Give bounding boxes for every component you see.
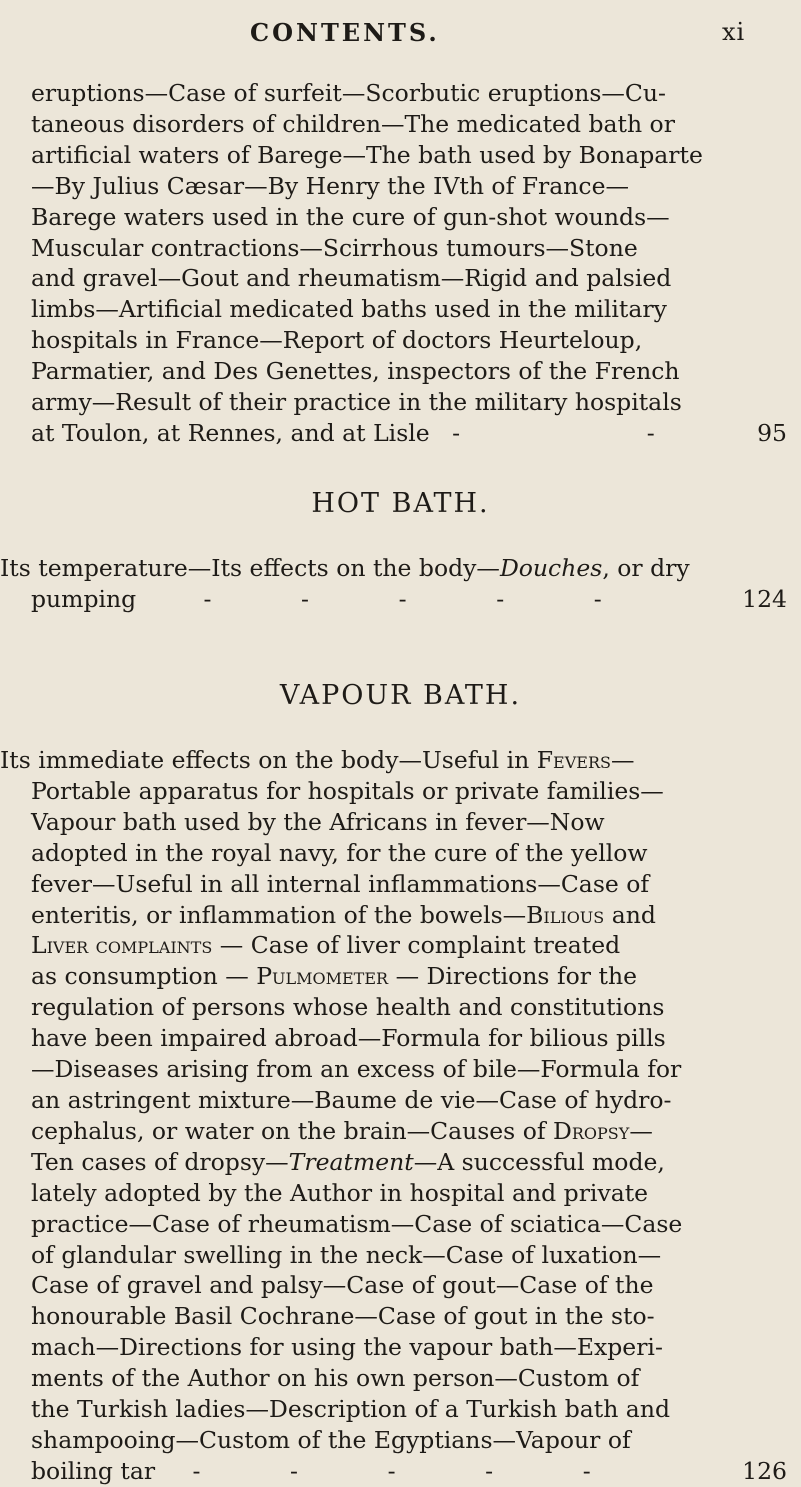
text-line: of glandular swelling in the neck—Case of luxation— [31,1240,662,1269]
last-line-text: pumping [31,584,137,613]
text-run: — [629,1116,653,1145]
text-line: Barege waters used in the cure of gun-shot wounds— [31,202,670,231]
text-line: hospitals in France—Report of doctors Heurteloup, [31,326,643,355]
contents-entry-barege [31,78,787,449]
text-line: adopted in the royal navy, for the cure of the yellow [31,838,648,867]
text-run: Its immediate effects on the body—Useful in [0,746,537,774]
text-line [31,900,787,931]
last-line-text: at Toulon, at Rennes, and at Lisle [31,418,430,447]
contents-entry-hot-bath [0,553,787,615]
text-run: Its temperature—Its effects on the body— [0,554,500,582]
page-reference: 95 [757,418,787,447]
text-line: honourable Basil Cochrane—Case of gout in the sto- [31,1302,655,1331]
text-line [31,1147,787,1178]
text-run: —A successful mode, [413,1147,665,1176]
dot-leader: - - [437,418,655,447]
text-line: Muscular contractions—Scirrhous tumours—Stone [31,233,638,262]
contents-entry-vapour-bath [0,745,787,1487]
text-line: and gravel—Gout and rheumatism—Rigid and palsied [31,264,672,293]
section-heading-hot-bath: HOT BATH. [311,488,490,519]
text-line: taneous disorders of children—The medicated bath or [31,109,675,138]
text-line: an astringent mixture—Baume de vie—Case of hydro- [31,1085,672,1114]
text-run: cephalus, or water on the brain—Causes of [31,1116,554,1145]
text-line: mach—Directions for using the vapour bath—Experi- [31,1333,663,1362]
text-line-last [31,418,787,449]
dot-leader: - - - - - [143,584,602,613]
text-line: artificial waters of Barege—The bath used by Bonaparte [31,140,703,169]
text-line [31,961,787,992]
text-line [0,745,787,776]
small-caps-run: Pulmometer [256,962,389,991]
text-line: eruptions—Case of surfeit—Scorbutic eruptions—Cu- [31,79,666,107]
text-line: regulation of persons whose health and constitutions [31,993,665,1022]
running-head [0,18,801,58]
text-line: army—Result of their practice in the military hospitals [31,388,682,417]
entry-body [0,776,787,1487]
text-run: , or dry [602,554,690,582]
section-heading-vapour-bath: VAPOUR BATH. [279,680,522,711]
text-run: as consumption — [31,962,257,991]
text-line-last [0,584,787,615]
small-caps-run: Dropsy [553,1116,630,1145]
text-line: lately adopted by the Author in hospital and private [31,1178,649,1207]
text-line [0,553,787,584]
text-run: — Case of liver complaint treated [212,931,621,960]
text-line: the Turkish ladies—Description of a Turkish bath and [31,1395,670,1424]
text-run: enteritis, or inflammation of the bowels— [31,900,527,929]
last-line-text: boiling tar [31,1456,156,1485]
dot-leader: - - - - - [162,1456,591,1485]
small-caps-run: Liver complaints [31,931,213,960]
text-run: Ten cases of dropsy— [31,1147,289,1176]
text-line: Case of gravel and palsy—Case of gout—Case of the [31,1271,654,1300]
italic-run: Douches [499,554,603,582]
text-line: practice—Case of rheumatism—Case of sciatica—Case [31,1209,683,1238]
page-reference: 124 [742,584,787,613]
small-caps-run: Bilious [526,900,605,929]
small-caps-run: Fevers [536,746,611,774]
text-line: Portable apparatus for hospitals or private families— [31,776,664,805]
text-line: shampooing—Custom of the Egyptians—Vapour of [31,1425,631,1454]
text-line: —By Julius Cæsar—By Henry the IVth of France— [31,171,629,200]
text-line [31,1116,787,1147]
text-line: limbs—Artificial medicated baths used in the military [31,295,667,324]
text-line: ments of the Author on his own person—Custom of [31,1364,640,1393]
text-line: fever—Useful in all internal inflammations—Case of [31,869,650,898]
running-head-title: CONTENTS. [250,18,440,47]
text-run: — [610,746,635,774]
text-run: — Directions for the [388,962,638,991]
page-number: xi [722,18,746,46]
entry-lines [31,78,787,449]
text-line [31,930,787,961]
text-line: have been impaired abroad—Formula for bilious pills [31,1024,666,1053]
text-line-last [31,1456,787,1487]
page-reference: 126 [742,1456,787,1485]
text-line: Vapour bath used by the Africans in fever—Now [31,807,605,836]
text-line: Parmatier, and Des Genettes, inspectors of the French [31,357,680,386]
text-run: and [604,900,656,929]
text-line: —Diseases arising from an excess of bile—Formula for [31,1055,682,1084]
italic-run: Treatment [288,1147,414,1176]
